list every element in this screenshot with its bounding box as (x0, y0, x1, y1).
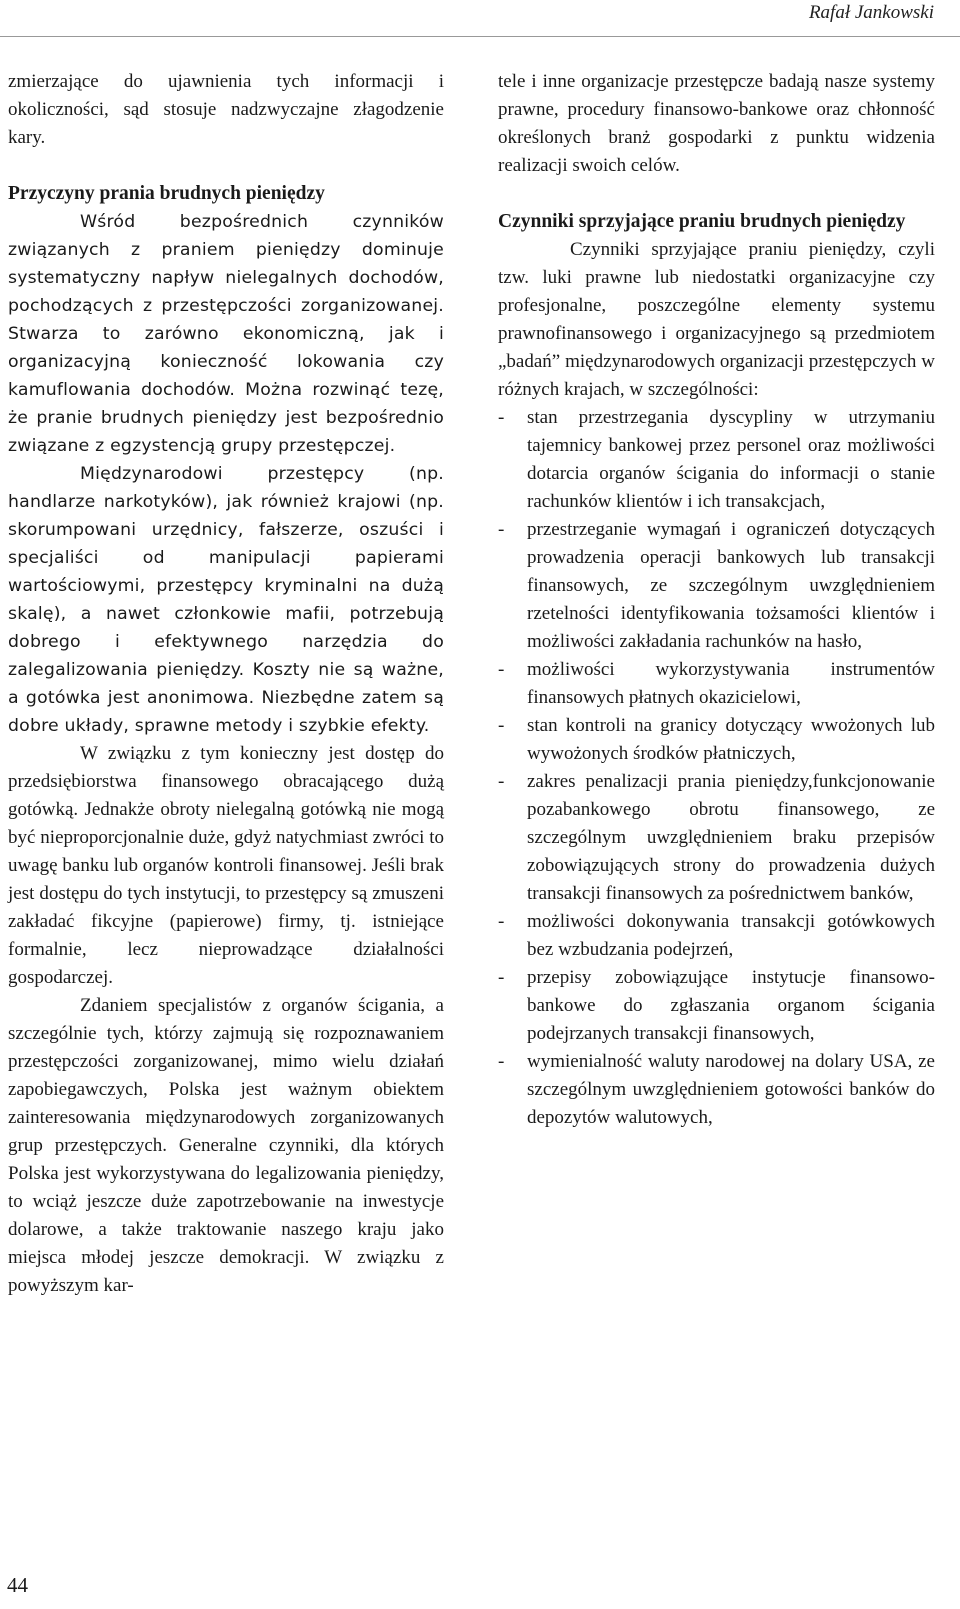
dash-bullet: - (498, 519, 505, 540)
spacer (498, 180, 935, 208)
list-item-text: możliwości dokonywania transakcji gotówkowych bez wzbudzania podejrzeń, (527, 911, 935, 960)
list-item (498, 908, 935, 964)
spacer (8, 152, 444, 180)
list-item-text: przestrzeganie wymagań i ograniczeń dotyczących prowadzenia operacji bankowych lub transakcji finansowych, ze szczególnym uwzględnieniem rzetelności identyfikowania tożsamości klientów i możliwości zakładania rachunków na hasło, (527, 519, 935, 652)
body-paragraph: Czynniki sprzyjające praniu pieniędzy, czyli tzw. luki prawne lub niedostatki organizacyjne czy profesjonalne, poszczególne elementy systemu prawnofinansowego i organizacyjnego są przedmiotem „badań” międzynarodowych organizacji przestępczych w różnych krajach, w szczególności: (498, 239, 935, 400)
section-heading-factors: Czynniki sprzyjające praniu brudnych pieniędzy (498, 211, 906, 232)
list-item (498, 964, 935, 1048)
dash-bullet: - (498, 771, 505, 792)
intro-paragraph: zmierzające do ujawnienia tych informacji i okoliczności, sąd stosuje nadzwyczajne złagodzenie kary. (8, 71, 444, 148)
right-column (498, 68, 935, 1132)
dash-bullet: - (498, 911, 505, 932)
list-item (498, 768, 935, 908)
continued-paragraph: tele i inne organizacje przestępcze badają nasze systemy prawne, procedury finansowo-bankowe oraz chłonność określonych branż gospodarki z punktu widzenia realizacji swoich celów. (498, 71, 935, 176)
factors-list (498, 404, 935, 1132)
list-item-text: możliwości wykorzystywania instrumentów finansowych płatnych okazicielowi, (527, 659, 935, 708)
list-item-text: stan przestrzegania dyscypliny w utrzymaniu tajemnicy bankowej przez personel oraz możliwości dotarcia organów ścigania do informacji o stanie rachunków klientów i ich transakcjach, (527, 407, 935, 512)
list-item-text: przepisy zobowiązujące instytucje finansowo-bankowe do zgłaszania organom ścigania podejrzanych transakcji finansowych, (527, 967, 935, 1044)
dash-bullet: - (498, 659, 505, 680)
list-item-text: zakres penalizacji prania pieniędzy,funkcjonowanie pozabankowego obrotu finansowego, ze szczególnym uwzględnieniem braku przepisów zobowiązujących strony do prowadzenia dużych transakcji finansowych za pośrednictwem banków, (527, 771, 935, 904)
body-paragraph: Wśród bezpośrednich czynników związanych z praniem pieniędzy dominuje systematyczny napływ nielegalnych dochodów, pochodzących z przestępczości zorganizowanej. Stwarza to zarówno ekonomiczną, jak i organizacyjną konieczność lokowania czy kamuflowania dochodów. Można rozwinąć tezę, że pranie brudnych pieniędzy jest bezpośrednio związane z egzystencją grupy przestępczej. (8, 212, 444, 456)
body-paragraph: W związku z tym konieczny jest dostęp do przedsiębiorstwa finansowego obracającego dużą gotówką. Jednakże obroty nielegalną gotówką nie mogą być nieproporcjonalnie duże, gdyż natychmiast zwróci to uwagę banku lub organów kontroli finansowej. Jeśli brak jest dostępu do tych instytucji, to przestępcy są zmuszeni zakładać fikcyjne (papierowe) firmy, tj. istniejące formalnie, lecz nieprowadzące działalności gospodarczej. (8, 743, 444, 988)
dash-bullet: - (498, 967, 505, 988)
list-item-text: stan kontroli na granicy dotyczący wwożonych lub wywożonych środków płatniczych, (527, 715, 935, 764)
dash-bullet: - (498, 1051, 505, 1072)
dash-bullet: - (498, 715, 505, 736)
header-divider (0, 36, 960, 37)
dash-bullet: - (498, 407, 505, 428)
list-item (498, 516, 935, 656)
page-number: 44 (7, 1573, 28, 1597)
running-header-author: Rafał Jankowski (808, 2, 934, 23)
body-paragraph: Międzynarodowi przestępcy (np. handlarze narkotyków), jak również krajowi (np. skorumpowani urzędnicy, fałszerze, oszuści i specjaliści od manipulacji papierami wartościowymi, przestępcy kryminalni na dużą skalę), a nawet członkowie mafii, potrzebują dobrego i efektywnego narzędzia do zalegalizowania pieniędzy. Koszty nie są ważne, a gotówka jest anonimowa. Niezbędne zatem są dobre układy, sprawne metody i szybkie efekty. (8, 464, 444, 736)
list-item (498, 1048, 935, 1132)
list-item (498, 656, 935, 712)
list-item (498, 404, 935, 516)
list-item-text: wymienialność waluty narodowej na dolary USA, ze szczególnym uwzględnieniem gotowości banków do depozytów walutowych, (527, 1051, 935, 1128)
body-paragraph: Zdaniem specjalistów z organów ścigania, a szczególnie tych, którzy zajmują się rozpoznawaniem przestępczości zorganizowanej, mimo wielu działań zapobiegawczych, Polska jest ważnym obiektem zainteresowania międzynarodowych zorganizowanych grup przestępczych. Generalne czynniki, dla których Polska jest wykorzystywana do legalizowania pieniędzy, to wciąż jeszcze duże zapotrzebowanie na inwestycje dolarowe, a także traktowanie naszego kraju jako miejsca młodej jeszcze demokracji. W związku z powyższym kar- (8, 995, 444, 1296)
section-heading-causes: Przyczyny prania brudnych pieniędzy (8, 183, 325, 204)
list-item (498, 712, 935, 768)
left-column (8, 68, 444, 1300)
